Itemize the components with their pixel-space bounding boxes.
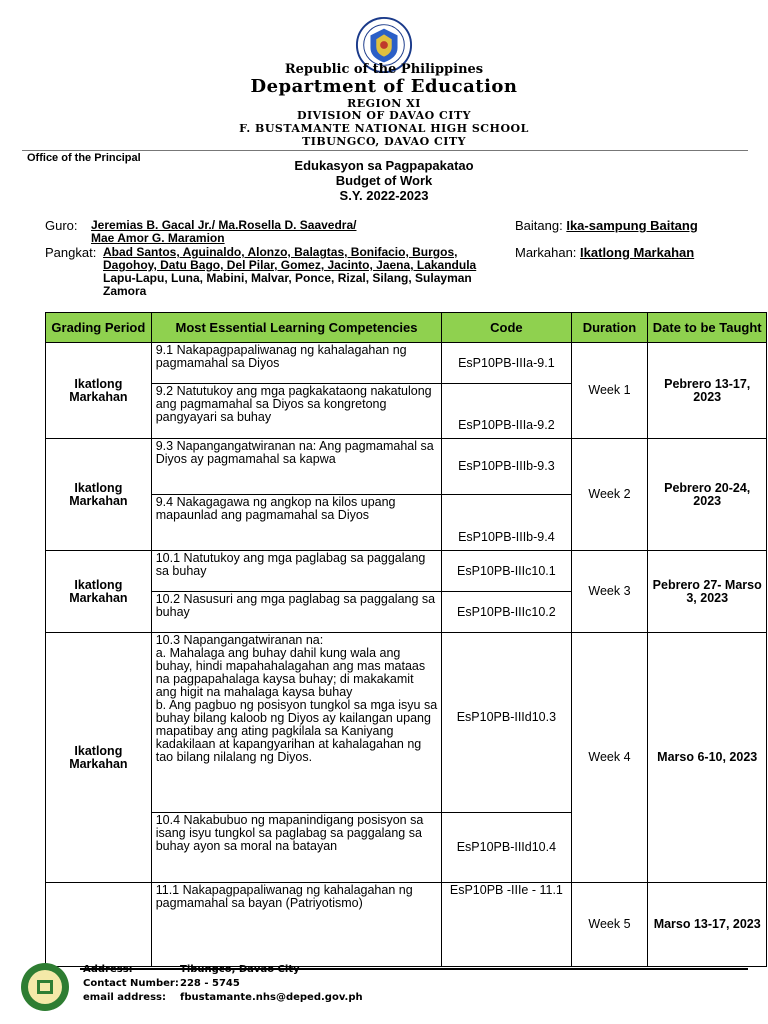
grading-period-cell: Ikatlong Markahan — [46, 439, 152, 551]
baitang-row — [515, 218, 698, 233]
table-row — [46, 439, 767, 495]
guro-line1: Jeremias B. Gacal Jr./ Ma.Rosella D. Saavedra/ — [91, 218, 357, 232]
mec-cell: 10.2 Nasusuri ang mga paglabag sa paggalang sa buhay — [151, 592, 442, 633]
header-divider — [22, 150, 748, 151]
pangkat-line3: Lapu-Lapu, Luna, Mabini, Malvar, Ponce, Rizal, Silang, Sulayman — [103, 271, 472, 285]
budget-of-work-table — [45, 312, 767, 967]
office-label: Office of the Principal — [27, 152, 141, 164]
division-heading: DIVISION OF DAVAO CITY — [297, 109, 471, 122]
table-row — [46, 633, 767, 813]
markahan-label: Markahan: — [515, 245, 577, 260]
grading-period-cell: Ikatlong Markahan — [46, 633, 152, 883]
code-cell: EsP10PB-IIIb-9.3 — [442, 439, 571, 495]
date-cell: Pebrero 27- Marso 3, 2023 — [648, 551, 767, 633]
location-heading: TIBUNGCO, DAVAO CITY — [302, 135, 466, 148]
duration-cell: Week 4 — [571, 633, 648, 883]
document-type: Budget of Work — [335, 173, 433, 188]
date-cell: Pebrero 13-17, 2023 — [648, 343, 767, 439]
grading-period-cell-empty — [46, 883, 152, 967]
table-row — [46, 883, 767, 967]
code-cell: EsP10PB-IIIa-9.2 — [442, 384, 571, 439]
mec-cell: 11.1 Nakapagpapaliwanag ng kahalagahan ng pagmamahal sa bayan (Patriyotismo) — [151, 883, 442, 967]
republic-heading: Republic of the Philippines — [284, 62, 484, 77]
footer-contact-value: 228 - 5745 — [180, 978, 240, 989]
date-cell: Marso 6-10, 2023 — [648, 633, 767, 883]
mec-cell: 9.4 Nakagagawa ng angkop na kilos upang mapaunlad ang pagmamahal sa Diyos — [151, 495, 442, 551]
mec-cell: 10.4 Nakabubuo ng mapanindigang posisyon sa isang isyu tungkol sa paglabag sa paggalang sa buhay ayon sa moral na batayan — [151, 813, 442, 883]
pangkat-line4: Zamora — [103, 284, 147, 298]
header-duration: Duration — [571, 313, 648, 343]
code-cell: EsP10PB -IIIe - 11.1 — [442, 883, 571, 967]
mec-cell: 9.2 Natutukoy ang mga pagkakataong nakatulong ang pagmamahal sa Diyos sa kongretong pangyayari sa buhay — [151, 384, 442, 439]
date-cell: Pebrero 20-24, 2023 — [648, 439, 767, 551]
code-cell: EsP10PB-IIIa-9.1 — [442, 343, 571, 384]
grading-period-cell: Ikatlong Markahan — [46, 551, 152, 633]
department-heading: Department of Education — [250, 76, 518, 97]
markahan-value: Ikatlong Markahan — [580, 245, 695, 260]
duration-cell: Week 2 — [571, 439, 648, 551]
school-seal-logo — [20, 962, 70, 1012]
table-row — [46, 551, 767, 592]
grading-period-cell: Ikatlong Markahan — [46, 343, 152, 439]
table-header-row — [46, 313, 767, 343]
code-cell: EsP10PB-IIId10.4 — [442, 813, 571, 883]
school-year: S.Y. 2022-2023 — [339, 188, 429, 203]
mec-cell: 9.3 Napangangatwiranan na: Ang pagmamahal sa Diyos ay pagmamahal sa kapwa — [151, 439, 442, 495]
duration-cell: Week 5 — [571, 883, 648, 967]
school-heading: F. BUSTAMANTE NATIONAL HIGH SCHOOL — [239, 122, 529, 135]
subject-title: Edukasyon sa Pagpapakatao — [294, 158, 474, 173]
pangkat-line1: Abad Santos, Aguinaldo, Alonzo, Balagtas, Bonifacio, Burgos, — [103, 245, 458, 259]
code-cell: EsP10PB-IIIc10.1 — [442, 551, 571, 592]
code-cell: EsP10PB-IIIb-9.4 — [442, 495, 571, 551]
footer-address-value: Tibungco, Davao City — [180, 964, 300, 975]
header-code: Code — [442, 313, 571, 343]
mec-cell: 9.1 Nakapagpapaliwanag ng kahalagahan ng pagmamahal sa Diyos — [151, 343, 442, 384]
duration-cell: Week 3 — [571, 551, 648, 633]
markahan-row — [515, 245, 694, 260]
footer-contact-label: Contact Number: — [83, 978, 179, 989]
code-cell: EsP10PB-IIIc10.2 — [442, 592, 571, 633]
pangkat-label: Pangkat: — [45, 245, 97, 260]
baitang-label: Baitang: — [515, 218, 563, 233]
table-row — [46, 343, 767, 384]
mec-cell: 10.1 Natutukoy ang mga paglabag sa paggalang sa buhay — [151, 551, 442, 592]
pangkat-line2: Dagohoy, Datu Bago, Del Pilar, Gomez, Jacinto, Jaena, Lakandula — [103, 258, 477, 272]
footer-email-value: fbustamante.nhs@deped.gov.ph — [180, 992, 363, 1003]
guro-label-text: Guro: — [45, 218, 78, 233]
footer-email-label: email address: — [83, 992, 166, 1003]
guro-line2: Mae Amor G. Maramion — [91, 231, 225, 245]
mec-cell: 10.3 Napangangatwiranan na: a. Mahalaga ang buhay dahil kung wala ang buhay, hindi mapahahalagahan ang mas mataas na pagpapahalaga kaysa buhay; di makakamit ang higit na mahalaga kaysa buhay b. Ang pagbuo ng posisyon tungkol sa mga isyu sa buhay bilang kaloob ng Diyos ay kailangan upang mapatibay ang ating pagkilala sa Kaniyang kadakilaan at kapangyarihan at kahalagahan ng tao bilang nilalang ng Diyos. — [151, 633, 442, 813]
baitang-value: Ika-sampung Baitang — [566, 218, 698, 233]
duration-cell: Week 1 — [571, 343, 648, 439]
header-grading-period: Grading Period — [46, 313, 152, 343]
region-heading: REGION XI — [347, 97, 421, 110]
date-cell: Marso 13-17, 2023 — [648, 883, 767, 967]
code-cell: EsP10PB-IIId10.3 — [442, 633, 571, 813]
footer-address-label: Address: — [83, 964, 133, 975]
header-mec: Most Essential Learning Competencies — [151, 313, 442, 343]
guro-label — [45, 218, 78, 233]
header-date: Date to be Taught — [648, 313, 767, 343]
